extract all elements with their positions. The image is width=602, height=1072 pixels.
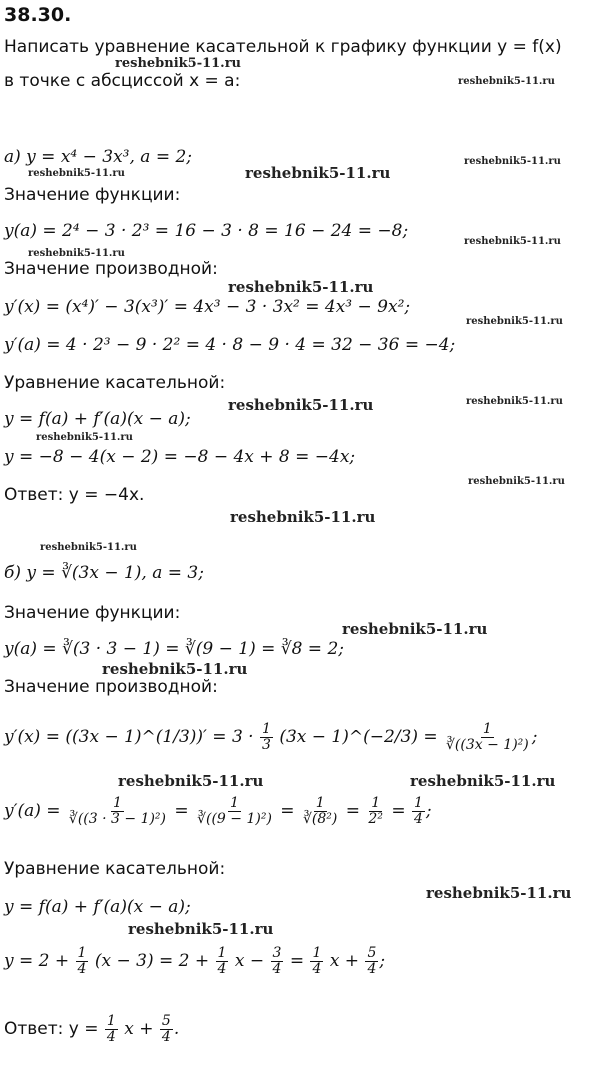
t-mid4: x +	[329, 951, 360, 971]
fraction-numerator: 1	[315, 795, 325, 811]
fraction-numerator: 1	[261, 721, 271, 737]
watermark: reshebnik5-11.ru	[118, 772, 264, 790]
watermark: reshebnik5-11.ru	[464, 236, 561, 247]
part-b-func-value: y(a) = ∛(3 · 3 − 1) = ∛(9 − 1) = ∛8 = 2;	[4, 639, 344, 659]
watermark: reshebnik5-11.ru	[468, 476, 565, 487]
watermark: reshebnik5-11.ru	[464, 156, 561, 167]
part-a-func-value: y(a) = 2⁴ − 3 · 2³ = 16 − 3 · 8 = 16 − 24 = −8;	[4, 221, 409, 241]
ans-pre: Ответ: y =	[4, 1019, 99, 1039]
fraction-numerator: 3	[272, 945, 282, 961]
intro-line-1: Написать уравнение касательной к графику функции y = f(x)	[4, 37, 562, 57]
t-mid2: x −	[234, 951, 265, 971]
part-a-task: а) y = x⁴ − 3x³, a = 2;	[4, 147, 193, 167]
problem-number: 38.30.	[4, 4, 72, 26]
fraction	[271, 946, 284, 977]
fraction-numerator: 5	[367, 945, 377, 961]
fraction-denominator: 3	[261, 737, 271, 753]
watermark: reshebnik5-11.ru	[28, 248, 125, 259]
fraction-denominator: 2²	[368, 811, 383, 827]
watermark: reshebnik5-11.ru	[466, 316, 563, 327]
part-b-deriv-value: y′(a) = $\frac{1}{\text{∛((3 · 3 − 1)²)}}$ = $\frac{1}{\text{∛((9 − 1)²)}}$ = $\frac{1}{\text{∛(8²)}}$ = $\frac{1}{\text{2²}}$ = $\frac{1}{4}$ ;	[4, 795, 432, 827]
part-a-deriv: y′(x) = (x⁴)′ − 3(x³)′ = 4x³ − 3 · 3x² = 4x³ − 9x²;	[4, 297, 411, 317]
watermark: reshebnik5-11.ru	[245, 164, 391, 182]
fraction	[67, 796, 168, 827]
dv-pre: y′(a) =	[4, 801, 61, 821]
part-a-tangent: y = −8 − 4(x − 2) = −8 − 4x + 8 = −4x;	[4, 447, 356, 467]
fraction-denominator: 4	[272, 961, 282, 977]
fraction	[365, 946, 378, 977]
fraction-denominator: 4	[106, 1029, 116, 1045]
fraction	[260, 722, 273, 753]
part-a-tangent-general: y = f(a) + f′(a)(x − a);	[4, 409, 191, 429]
fraction	[310, 946, 323, 977]
watermark: reshebnik5-11.ru	[342, 620, 488, 638]
part-b-func-label: Значение функции:	[4, 603, 181, 623]
watermark: reshebnik5-11.ru	[28, 168, 125, 179]
watermark: reshebnik5-11.ru	[36, 432, 133, 443]
fraction	[412, 796, 425, 827]
ans-end: .	[173, 1019, 180, 1039]
part-b-answer	[4, 1014, 179, 1045]
part-a-tangent-label: Уравнение касательной:	[4, 373, 226, 393]
fraction	[301, 796, 339, 827]
fraction-denominator: 4	[367, 961, 377, 977]
fraction-numerator: 1	[230, 795, 239, 811]
deriv-pre: y′(x) = ((3x − 1)^(1/3))′ = 3 ·	[4, 727, 254, 747]
deriv-end: ;	[531, 727, 538, 747]
watermark: reshebnik5-11.ru	[40, 542, 137, 553]
part-a-deriv-value: y′(a) = 4 · 2³ − 9 · 2² = 4 · 8 − 9 · 4 = 32 − 36 = −4;	[4, 335, 456, 355]
watermark: reshebnik5-11.ru	[115, 56, 242, 71]
fraction	[216, 946, 229, 977]
ans-mid: x +	[124, 1019, 154, 1039]
fraction	[105, 1014, 118, 1045]
fraction-numerator: 5	[161, 1013, 171, 1029]
fraction	[76, 946, 89, 977]
fraction-numerator: 1	[312, 945, 322, 961]
fraction-denominator: ∛((9 − 1)²)	[197, 811, 272, 827]
part-b-task: б) y = ∛(3x − 1), a = 3;	[4, 563, 204, 583]
watermark: reshebnik5-11.ru	[230, 508, 376, 526]
watermark: reshebnik5-11.ru	[102, 660, 248, 678]
fraction-denominator: 4	[161, 1029, 171, 1045]
part-a-func-label: Значение функции:	[4, 185, 181, 205]
fraction-denominator: 4	[217, 961, 227, 977]
fraction-numerator: 1	[371, 795, 381, 811]
fraction	[444, 722, 531, 753]
fraction-denominator: ∛((3 · 3 − 1)²)	[68, 811, 167, 827]
watermark: reshebnik5-11.ru	[228, 396, 374, 414]
part-b-tangent-general: y = f(a) + f′(a)(x − a);	[4, 897, 191, 917]
watermark: reshebnik5-11.ru	[410, 772, 556, 790]
part-b-deriv-label: Значение производной:	[4, 677, 218, 697]
watermark: reshebnik5-11.ru	[466, 396, 563, 407]
part-a-deriv-label: Значение производной:	[4, 259, 218, 279]
fraction-numerator: 1	[77, 945, 87, 961]
t-mid1: (x − 3) = 2 +	[94, 951, 210, 971]
t-mid3: =	[289, 951, 305, 971]
t-end: ;	[379, 951, 386, 971]
watermark: reshebnik5-11.ru	[128, 920, 274, 938]
fraction-numerator: 1	[106, 1013, 116, 1029]
part-a-answer: Ответ: y = −4x.	[4, 485, 145, 505]
part-b-tangent-label: Уравнение касательной:	[4, 859, 226, 879]
fraction	[160, 1014, 173, 1045]
fraction-numerator: 1	[217, 945, 227, 961]
watermark: reshebnik5-11.ru	[458, 76, 555, 87]
deriv-mid: (3x − 1)^(−2/3) =	[279, 727, 438, 747]
fraction-denominator: 4	[77, 961, 87, 977]
fraction-denominator: ∛((3x − 1)²)	[446, 737, 529, 753]
part-b-tangent	[4, 946, 385, 977]
fraction	[366, 796, 385, 827]
fraction-numerator: 1	[482, 721, 492, 737]
t-pre: y = 2 +	[4, 951, 70, 971]
fraction-denominator: 4	[414, 811, 423, 827]
intro-line-2: в точке с абсциссой x = a:	[4, 71, 241, 91]
fraction-denominator: 4	[312, 961, 322, 977]
watermark: reshebnik5-11.ru	[426, 884, 572, 902]
watermark: reshebnik5-11.ru	[228, 278, 374, 296]
fraction-denominator: ∛(8²)	[302, 811, 338, 827]
part-b-deriv	[4, 722, 537, 753]
fraction-numerator: 1	[113, 795, 122, 811]
fraction	[195, 796, 274, 827]
fraction-numerator: 1	[414, 795, 423, 811]
